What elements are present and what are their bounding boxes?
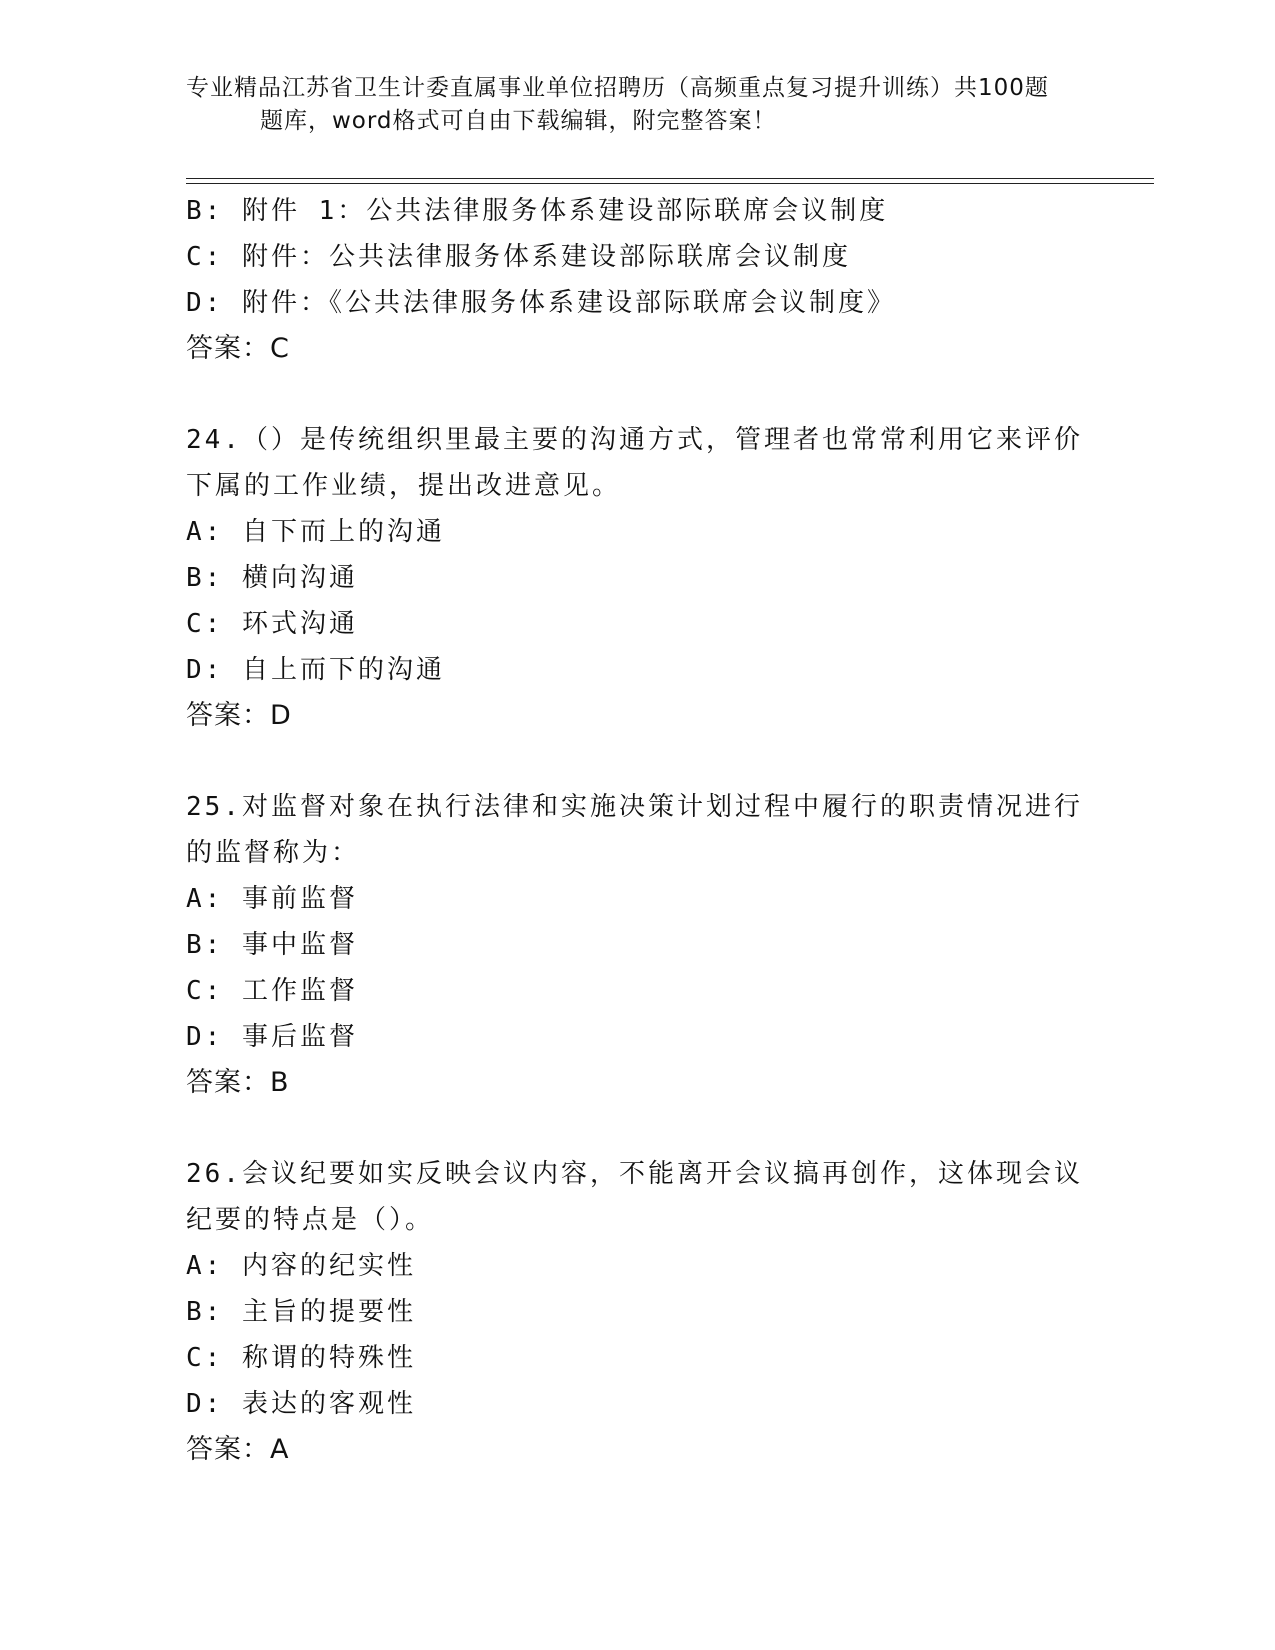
question-block-24 (186, 417, 1086, 739)
option-b: B: 横向沟通 (186, 563, 358, 593)
option-b: B: 附件 1：公共法律服务体系建设部际联席会议制度 (186, 196, 889, 226)
question-text-line-2: 下属的工作业绩，提出改进意见。 (186, 471, 622, 501)
question-block-25 (186, 784, 1086, 1106)
option-a: A: 自下而上的沟通 (186, 517, 445, 547)
question-text-line-1: 26.会议纪要如实反映会议内容，不能离开会议搞再创作，这体现会议 (186, 1159, 1083, 1189)
question-block-23 (186, 188, 1086, 372)
option-d: D: 自上而下的沟通 (186, 655, 445, 685)
header-divider-bottom (186, 183, 1154, 184)
answer-line: 答案：D (186, 700, 292, 731)
question-text-line-1: 25.对监督对象在执行法律和实施决策计划过程中履行的职责情况进行 (186, 792, 1083, 822)
question-text-line-2: 的监督称为： (186, 838, 361, 868)
header-title-line-1: 专业精品江苏省卫生计委直属事业单位招聘历（高频重点复习提升训练）共100题 (186, 75, 1049, 101)
header-title-line-2: 题库，word格式可自由下载编辑，附完整答案！ (260, 108, 777, 134)
option-c: C: 附件：公共法律服务体系建设部际联席会议制度 (186, 242, 851, 272)
header-divider-top (186, 178, 1154, 179)
option-a: A: 内容的纪实性 (186, 1251, 416, 1281)
answer-line: 答案：A (186, 1434, 290, 1465)
option-c: C: 工作监督 (186, 976, 358, 1006)
answer-line: 答案：B (186, 1067, 290, 1098)
option-d: D: 附件：《公共法律服务体系建设部际联席会议制度》 (186, 288, 896, 318)
question-text-line-2: 纪要的特点是（）。 (186, 1205, 435, 1235)
spacer (186, 1106, 1086, 1151)
option-d: D: 事后监督 (186, 1022, 358, 1052)
option-c: C: 环式沟通 (186, 609, 358, 639)
document-header (186, 72, 1086, 138)
option-d: D: 表达的客观性 (186, 1389, 416, 1419)
question-text-line-1: 24.（）是传统组织里最主要的沟通方式，管理者也常常利用它来评价 (186, 425, 1083, 455)
option-c: C: 称谓的特殊性 (186, 1343, 416, 1373)
question-list (186, 188, 1086, 1473)
answer-line: 答案：C (186, 333, 290, 364)
option-b: B: 主旨的提要性 (186, 1297, 416, 1327)
option-a: A: 事前监督 (186, 884, 358, 914)
spacer (186, 372, 1086, 417)
question-block-26 (186, 1151, 1086, 1473)
option-b: B: 事中监督 (186, 930, 358, 960)
spacer (186, 739, 1086, 784)
